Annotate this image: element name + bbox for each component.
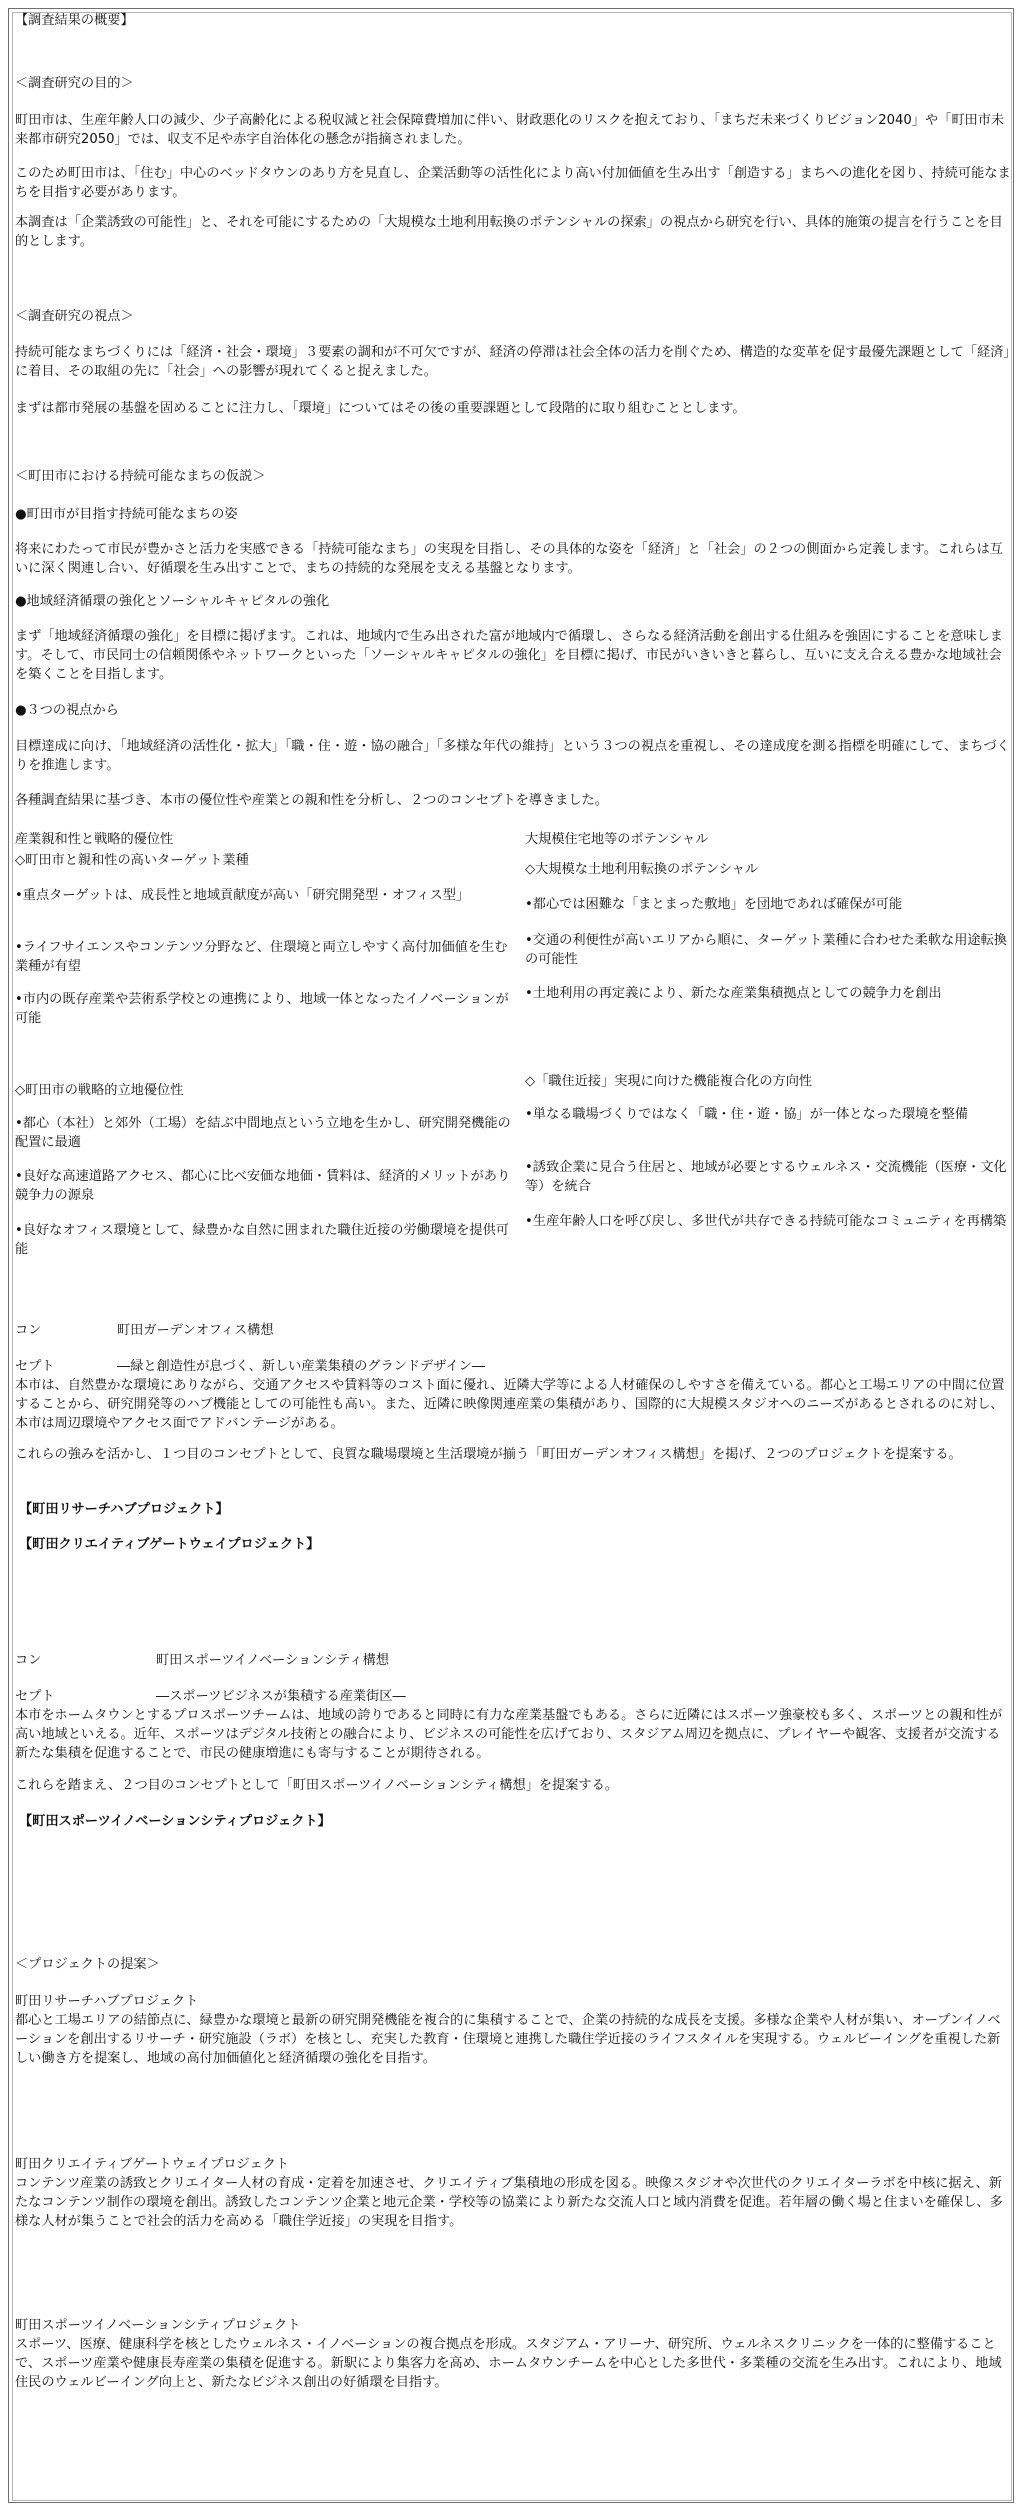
left-column-heading: 産業親和性と戦略的優位性 bbox=[15, 832, 174, 847]
left-bullet-6: •良好なオフィス環境として、緑豊かな自然に囲まれた職住近接の労働環境を提供可能 bbox=[15, 1223, 509, 1257]
concept-2-project-1: 【町田スポーツイノベーションシティプロジェクト】 bbox=[19, 1814, 331, 1829]
concept-2-summary: これらを踏まえ、２つ目のコンセプトとして「町田スポーツイノベーションシティ構想」を提案する。 bbox=[15, 1778, 618, 1793]
concept-1-tagline: ―緑と創造性が息づく、新しい産業集積のグランドデザイン― bbox=[117, 1359, 486, 1374]
right-column-subheading-2: ◇「職住近接」実現に向けた機能複合化の方向性 bbox=[525, 1074, 813, 1089]
purpose-paragraph-2: このため町田市は、「住む」中心のベッドタウンのあり方を見直し、企業活動等の活性化により高い付加価値を生み出す「創造する」まちへの進化を図り、持続可能なまちを目指す必要があります。 bbox=[15, 166, 1011, 200]
viewpoint-heading: ＜調査研究の視点＞ bbox=[15, 309, 134, 324]
left-bullet-2: •ライフサイエンスやコンテンツ分野など、住環境と両立しやすく高付加価値を生む業種が有望 bbox=[15, 940, 508, 974]
viewpoint-paragraph-1: 持続可能なまちづくりには「経済・社会・環境」３要素の調和が不可欠ですが、経済の停滞は社会全体の活力を削ぐため、構造的な変革を促す最優先課題として「経済」に着目、その取組の先に「社会」への影響が現れてくると捉えました。 bbox=[15, 345, 1010, 379]
right-bullet-3: •土地利用の再定義により、新たな産業集積拠点としての競争力を創出 bbox=[525, 986, 942, 1001]
right-bullet-5: •誘致企業に見合う住居と、地域が必要とするウェルネス・交流機能（医療・文化等）を統合 bbox=[525, 1160, 1007, 1194]
hypothesis-paragraph-2: まず「地域経済循環の強化」を目標に掲げます。これは、地域内で生み出された富が地域内で循環し、さらなる経済活動を創出する仕組みを強固にすることを意味します。そして、市民同士の信頼関係やネットワークといった「ソーシャルキャピタルの強化」を目標に掲げ、市民がいきいきと暮らし、互いに支え合える豊かな地域社会を築くことを目指します。 bbox=[15, 629, 1003, 682]
project-3-description: スポーツ、医療、健康科学を核としたウェルネス・イノベーションの複合拠点を形成。スタジアム・アリーナ、研究所、ウェルネスクリニックを一体的に整備することで、スポーツ産業や健康長寿産業の集積を促進する。新駅により集客力を高め、ホームタウンチームを中心とした多世代・多業種の交流を生み出す。これにより、地域住民のウェルビーイング向上と、新たなビジネス創出の好循環を目指す。 bbox=[15, 2337, 1002, 2390]
hypothesis-heading: ＜町田市における持続可能なまちの仮説＞ bbox=[15, 469, 266, 484]
concept-1-label-a: コン bbox=[15, 1323, 42, 1338]
purpose-heading: ＜調査研究の目的＞ bbox=[15, 76, 134, 91]
concept-2-body: 本市をホームタウンとするプロスポーツチームは、地域の誇りであると同時に有力な産業基盤でもある。さらに近隣にはスポーツ強豪校も多く、スポーツとの親和性が高い地域といえる。近年、スポーツはデジタル技術との融合により、ビジネスの可能性を広げており、スタジアム周辺を拠点に、プレイヤーや観客、支援者が交流する新たな集積を促進することで、市民の健康増進にも寄与することが期待される。 bbox=[15, 1708, 1003, 1761]
purpose-paragraph-1: 町田市は、生産年齢人口の減少、少子高齢化による税収減と社会保障費増加に伴い、財政悪化のリスクを抱えており、「まちだ未来づくりビジョン2040」や「町田市未来都市研究2050」では、収支不足や赤字自治体化の懸念が指摘されました。 bbox=[15, 113, 1005, 147]
concept-1-label-b: セプト bbox=[15, 1359, 55, 1374]
hypothesis-paragraph-1: 将来にわたって市民が豊かさと活力を実感できる「持続可能なまち」の実現を目指し、その具体的な姿を「経済」と「社会」の２つの側面から定義します。これらは互いに深く関連し合い、好循環を生み出すことで、まちの持続的な発展を支える基盤となります。 bbox=[15, 542, 1003, 576]
concept-1-project-2: 【町田クリエイティブゲートウェイプロジェクト】 bbox=[19, 1537, 320, 1552]
hypothesis-subheading-1: ●町田市が目指す持続可能なまちの姿 bbox=[15, 507, 238, 522]
left-bullet-4: •都心（本社）と郊外（工場）を結ぶ中間地点という立地を生かし、研究開発機能の配置に最適 bbox=[15, 1116, 511, 1150]
left-bullet-1: •重点ターゲットは、成長性と地域貢献度が高い「研究開発型・オフィス型」 bbox=[15, 888, 470, 903]
concept-1-name: 町田ガーデンオフィス構想 bbox=[117, 1323, 274, 1338]
purpose-paragraph-3: 本調査は「企業誘致の可能性」と、それを可能にするための「大規模な土地利用転換のポテンシャルの探索」の視点から研究を行い、具体的施策の提言を行うことを目的とします。 bbox=[15, 215, 1003, 249]
left-bullet-5: •良好な高速道路アクセス、都心に比べ安価な地価・賃料は、経済的メリットがあり競争力の源泉 bbox=[15, 1169, 511, 1203]
concept-1-body: 本市は、自然豊かな環境にありながら、交通アクセスや賃料等のコスト面に優れ、近隣大学等による人材確保のしやすさを備えている。都心と工場エリアの中間に位置することから、研究開発等のハブ機能としての可能性も高い。また、近隣に映像関連産業の集積があり、国際的に大規模スタジオへのニーズがあるとされるのに対し、本市は周辺環境やアクセス面でアドバンテージがある。 bbox=[15, 1378, 1005, 1431]
project-3-title: 町田スポーツイノベーションシティプロジェクト bbox=[15, 2318, 301, 2333]
concept-2-label-b: セプト bbox=[15, 1689, 55, 1704]
concept-1-summary: これらの強みを活かし、１つ目のコンセプトとして、良質な職場環境と生活環境が揃う「町田ガーデンオフィス構想」を掲げ、２つのプロジェクトを提案する。 bbox=[15, 1447, 962, 1462]
concept-2-name: 町田スポーツイノベーションシティ構想 bbox=[156, 1653, 389, 1668]
page-title: 【調査結果の概要】 bbox=[15, 13, 134, 28]
right-bullet-1: •都心では困難な「まとまった敷地」を団地であれば確保が可能 bbox=[525, 897, 903, 912]
hypothesis-paragraph-3: 目標達成に向け、「地域経済の活性化・拡大」「職・住・遊・協の融合」「多様な年代の維持」という３つの視点を重視し、その達成度を測る指標を明確にして、まちづくりを推進します。 bbox=[15, 739, 1010, 773]
right-column-subheading-1: ◇大規模な土地利用転換のポテンシャル bbox=[525, 862, 759, 877]
right-bullet-2: •交通の利便性が高いエリアから順に、ターゲット業種に合わせた柔軟な用途転換の可能性 bbox=[525, 933, 1007, 967]
left-column-subheading-2: ◇町田市の戦略的立地優位性 bbox=[15, 1083, 184, 1098]
hypothesis-subheading-3: ●３つの視点から bbox=[15, 703, 119, 718]
viewpoint-paragraph-2: まずは都市発展の基盤を固めることに注力し、「環境」についてはその後の重要課題として段階的に取り組むこととします。 bbox=[15, 401, 746, 416]
concept-2-tagline: ―スポーツビジネスが集積する産業街区― bbox=[156, 1689, 406, 1704]
right-bullet-6: •生産年齢人口を呼び戻し、多世代が共存できる持続可能なコミュニティを再構築 bbox=[525, 1214, 1007, 1229]
project-1-title: 町田リサーチハブプロジェクト bbox=[15, 1994, 199, 2009]
hypothesis-paragraph-4: 各種調査結果に基づき、本市の優位性や産業との親和性を分析し、２つのコンセプトを導きました。 bbox=[15, 793, 608, 808]
project-2-description: コンテンツ産業の誘致とクリエイター人材の育成・定着を加速させ、クリエイティブ集積地の形成を図る。映像スタジオや次世代のクリエイターラボを中核に据え、新たなコンテンツ制作の環境を創出。誘致したコンテンツ企業と地元企業・学校等の協業により新たな交流人口と域内消費を促進。若年層の働く場と住まいを確保し、多様な人材が集うことで社会的活力を高める「職住学近接」の実現を目指す。 bbox=[15, 2176, 1003, 2229]
concept-1-project-1: 【町田リサーチハブプロジェクト】 bbox=[19, 1502, 229, 1517]
left-column-subheading-1: ◇町田市と親和性の高いターゲット業種 bbox=[15, 853, 249, 868]
concept-2-label-a: コン bbox=[15, 1653, 42, 1668]
proposal-heading: ＜プロジェクトの提案＞ bbox=[15, 1957, 160, 1972]
right-column-heading: 大規模住宅地等のポテンシャル bbox=[525, 832, 709, 847]
project-2-title: 町田クリエイティブゲートウェイプロジェクト bbox=[15, 2157, 290, 2172]
hypothesis-subheading-2: ●地域経済循環の強化とソーシャルキャピタルの強化 bbox=[15, 594, 330, 609]
project-1-description: 都心と工場エリアの結節点に、緑豊かな環境と最新の研究開発機能を複合的に集積することで、企業の持続的な成長を支援。多様な企業や人材が集い、オープンイノベーションを創出するリサーチ・研究施設（ラボ）を核とし、充実した教育・住環境と連携した職住学近接のライフスタイルを実現する。ウェルビーイングを重視した新しい働き方を提案し、地域の高付加価値化と経済循環の強化を目指す。 bbox=[15, 2013, 1001, 2066]
left-bullet-3: •市内の既存産業や芸術系学校との連携により、地域一体となったイノベーションが可能 bbox=[15, 992, 509, 1026]
right-bullet-4: •単なる職場づくりではなく「職・住・遊・協」が一体となった環境を整備 bbox=[525, 1107, 968, 1122]
